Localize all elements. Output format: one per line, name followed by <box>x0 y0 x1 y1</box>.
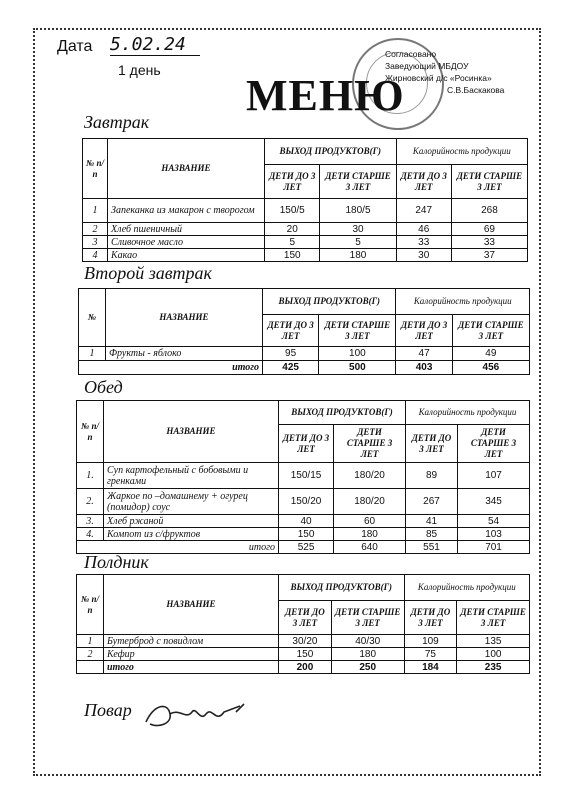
total-out-over3: 250 <box>331 661 404 674</box>
table-row <box>77 515 530 528</box>
col-under3: ДЕТИ ДО 3 ЛЕТ <box>279 601 332 635</box>
total-label: итого <box>104 661 279 674</box>
row-name: Компот из с/фруктов <box>104 528 279 541</box>
row-out-under3: 20 <box>265 223 320 236</box>
row-num: 1. <box>77 463 104 489</box>
row-num: 4. <box>77 528 104 541</box>
afternoon-snack-table <box>76 574 530 674</box>
row-out-under3: 40 <box>279 515 334 528</box>
approval-line: Жирновский д/с «Росинка» <box>385 73 492 83</box>
section-title-afternoon-snack: Полдник <box>84 552 149 572</box>
row-out-over3: 180/5 <box>320 199 396 223</box>
total-row <box>77 661 530 674</box>
row-out-under3: 150 <box>265 249 320 262</box>
total-label: итого <box>77 541 279 554</box>
approval-line: Согласовано <box>385 49 437 59</box>
section-title-second-breakfast: Второй завтрак <box>84 263 212 283</box>
day-label: 1 день <box>118 62 161 78</box>
section-title-breakfast: Завтрак <box>84 112 150 132</box>
row-name: Суп картофельный с бобовыми и гренками <box>104 463 279 489</box>
total-cal-over3: 456 <box>452 361 529 375</box>
row-out-over3: 180 <box>320 249 396 262</box>
approval-line: С.В.Баскакова <box>447 85 505 95</box>
row-cal-over3: 69 <box>451 223 527 236</box>
col-cal-over3: ДЕТИ СТАРШЕ 3 ЛЕТ <box>452 315 529 347</box>
row-cal-under3: 47 <box>396 347 452 361</box>
row-cal-under3: 89 <box>405 463 457 489</box>
row-cal-under3: 267 <box>405 489 457 515</box>
row-name: Какао <box>108 249 265 262</box>
row-cal-over3: 37 <box>451 249 527 262</box>
col-over3: ДЕТИ СТАРШЕ 3 ЛЕТ <box>319 315 396 347</box>
row-num: 3 <box>83 236 108 249</box>
row-out-under3: 30/20 <box>279 635 332 648</box>
row-out-under3: 150 <box>279 528 334 541</box>
total-cal-over3: 701 <box>458 541 530 554</box>
row-out-under3: 150/20 <box>279 489 334 515</box>
col-name: НАЗВАНИЕ <box>104 575 279 635</box>
chef-label: Повар <box>84 700 132 720</box>
col-cal-over3: ДЕТИ СТАРШЕ 3 ЛЕТ <box>451 165 527 199</box>
row-name: Запеканка из макарон с творогом <box>108 199 265 223</box>
approval-line: Заведующий МБДОУ <box>385 61 469 71</box>
col-output: ВЫХОД ПРОДУКТОВ(Г) <box>263 289 396 315</box>
row-cal-under3: 85 <box>405 528 457 541</box>
signature <box>140 698 250 732</box>
row-name: Жаркое по –домашнему + огурец (помидор) соус <box>104 489 279 515</box>
row-cal-over3: 345 <box>458 489 530 515</box>
col-name: НАЗВАНИЕ <box>104 401 279 463</box>
col-calories: Калорийность продукции <box>405 401 529 425</box>
total-cal-under3: 184 <box>404 661 457 674</box>
row-name: Кефир <box>104 648 279 661</box>
second-breakfast-table <box>78 288 530 375</box>
row-num: 1 <box>79 347 106 361</box>
table-row <box>83 236 528 249</box>
row-out-under3: 150/5 <box>265 199 320 223</box>
row-cal-over3: 107 <box>458 463 530 489</box>
row-cal-under3: 46 <box>396 223 451 236</box>
row-out-over3: 5 <box>320 236 396 249</box>
row-cal-under3: 75 <box>404 648 457 661</box>
row-cal-under3: 33 <box>396 236 451 249</box>
section-title-lunch: Обед <box>84 377 123 397</box>
total-label: итого <box>79 361 263 375</box>
col-output: ВЫХОД ПРОДУКТОВ(Г) <box>279 575 405 601</box>
row-out-under3: 5 <box>265 236 320 249</box>
row-name: Бутерброд с повидлом <box>104 635 279 648</box>
row-cal-over3: 54 <box>458 515 530 528</box>
col-cal-over3: ДЕТИ СТАРШЕ 3 ЛЕТ <box>457 601 530 635</box>
total-out-under3: 200 <box>279 661 332 674</box>
row-out-under3: 150 <box>279 648 332 661</box>
row-cal-over3: 100 <box>457 648 530 661</box>
row-name: Хлеб ржаной <box>104 515 279 528</box>
table-row <box>83 199 528 223</box>
table-row <box>83 249 528 262</box>
total-cal-under3: 403 <box>396 361 452 375</box>
col-under3: ДЕТИ ДО 3 ЛЕТ <box>279 425 334 463</box>
page-title: МЕНЮ <box>246 71 405 120</box>
lunch-table <box>76 400 530 554</box>
row-out-over3: 100 <box>319 347 396 361</box>
row-cal-under3: 247 <box>396 199 451 223</box>
total-out-over3: 640 <box>334 541 406 554</box>
total-out-under3: 425 <box>263 361 319 375</box>
col-num: № п/п <box>77 575 104 635</box>
row-out-over3: 180/20 <box>334 463 406 489</box>
col-calories: Калорийность продукции <box>396 289 530 315</box>
col-cal-over3: ДЕТИ СТАРШЕ 3 ЛЕТ <box>458 425 530 463</box>
total-cal-over3: 235 <box>457 661 530 674</box>
table-row <box>79 347 530 361</box>
row-num: 2. <box>77 489 104 515</box>
row-cal-over3: 135 <box>457 635 530 648</box>
breakfast-table <box>82 138 528 262</box>
col-calories: Калорийность продукции <box>396 139 527 165</box>
col-name: НАЗВАНИЕ <box>106 289 263 347</box>
row-cal-under3: 41 <box>405 515 457 528</box>
row-num: 3. <box>77 515 104 528</box>
row-cal-over3: 33 <box>451 236 527 249</box>
total-out-over3: 500 <box>319 361 396 375</box>
date-value: 5.02.24 <box>110 34 200 56</box>
row-cal-over3: 268 <box>451 199 527 223</box>
col-output: ВЫХОД ПРОДУКТОВ(Г) <box>265 139 397 165</box>
date-label: Дата <box>57 38 93 55</box>
total-cal-under3: 551 <box>405 541 457 554</box>
row-num: 1 <box>83 199 108 223</box>
row-name: Сливочное масло <box>108 236 265 249</box>
col-output: ВЫХОД ПРОДУКТОВ(Г) <box>279 401 406 425</box>
row-name: Фрукты - яблоко <box>106 347 263 361</box>
row-cal-over3: 49 <box>452 347 529 361</box>
col-num: № п/п <box>83 139 108 199</box>
row-num: 4 <box>83 249 108 262</box>
table-row <box>77 528 530 541</box>
col-over3: ДЕТИ СТАРШЕ 3 ЛЕТ <box>320 165 396 199</box>
table-row <box>77 489 530 515</box>
col-cal-under3: ДЕТИ ДО 3 ЛЕТ <box>404 601 457 635</box>
row-out-over3: 40/30 <box>331 635 404 648</box>
total-out-under3: 525 <box>279 541 334 554</box>
col-over3: ДЕТИ СТАРШЕ 3 ЛЕТ <box>331 601 404 635</box>
row-num: 1 <box>77 635 104 648</box>
row-num: 2 <box>83 223 108 236</box>
col-num: № п/п <box>77 401 104 463</box>
table-row <box>83 223 528 236</box>
row-out-over3: 60 <box>334 515 406 528</box>
row-out-under3: 95 <box>263 347 319 361</box>
row-cal-under3: 109 <box>404 635 457 648</box>
table-row <box>77 648 530 661</box>
col-under3: ДЕТИ ДО 3 ЛЕТ <box>265 165 320 199</box>
col-num: № <box>79 289 106 347</box>
col-cal-under3: ДЕТИ ДО 3 ЛЕТ <box>405 425 457 463</box>
table-row <box>77 463 530 489</box>
row-name: Хлеб пшеничный <box>108 223 265 236</box>
row-out-over3: 180/20 <box>334 489 406 515</box>
col-cal-under3: ДЕТИ ДО 3 ЛЕТ <box>396 165 451 199</box>
col-calories: Калорийность продукции <box>404 575 529 601</box>
row-out-over3: 180 <box>331 648 404 661</box>
total-row <box>79 361 530 375</box>
row-out-over3: 30 <box>320 223 396 236</box>
row-out-over3: 180 <box>334 528 406 541</box>
row-cal-under3: 30 <box>396 249 451 262</box>
row-cal-over3: 103 <box>458 528 530 541</box>
col-cal-under3: ДЕТИ ДО 3 ЛЕТ <box>396 315 452 347</box>
col-name: НАЗВАНИЕ <box>108 139 265 199</box>
table-row <box>77 635 530 648</box>
row-num: 2 <box>77 648 104 661</box>
col-over3: ДЕТИ СТАРШЕ 3 ЛЕТ <box>334 425 406 463</box>
row-out-under3: 150/15 <box>279 463 334 489</box>
total-num-blank <box>77 661 104 674</box>
approval-block <box>385 48 504 96</box>
col-under3: ДЕТИ ДО 3 ЛЕТ <box>263 315 319 347</box>
